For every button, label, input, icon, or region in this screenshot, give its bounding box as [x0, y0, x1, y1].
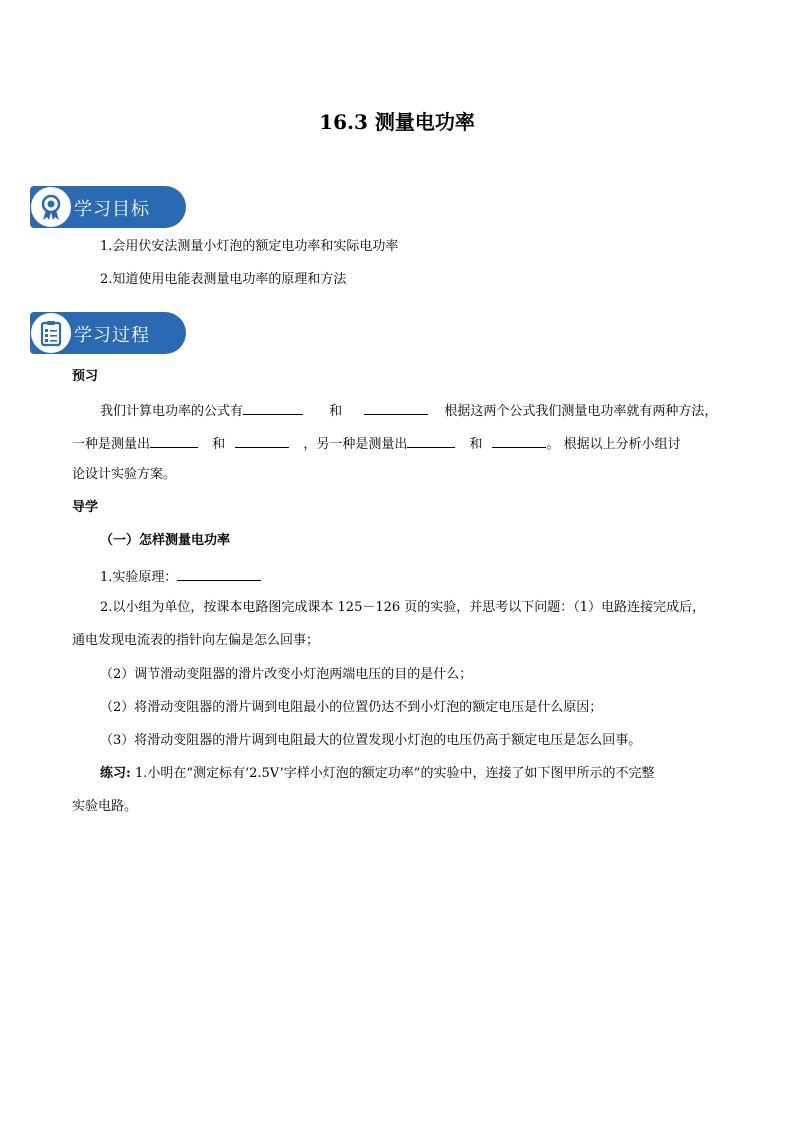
preview-text: ，另一种是测量出 [303, 437, 408, 452]
practice-label: 练习: [100, 766, 131, 781]
preview-line-2 [72, 433, 681, 454]
preview-line-1 [100, 400, 717, 421]
preview-text: 根据这两个公式我们测量电功率就有两种方法， [444, 404, 718, 419]
answer-blank[interactable] [364, 400, 428, 415]
preview-text: 一种是测量出 [72, 437, 151, 452]
objectives-banner [30, 186, 186, 228]
preview-line-3: 论设计实验方案。 [72, 467, 177, 482]
process-icon-circle [30, 312, 72, 354]
page-title: 16.3 测量电功率 [319, 110, 475, 134]
objective-item: 2.知道使用电能表测量电功率的原理和方法 [100, 272, 347, 287]
practice-line-2: 实验电路。 [72, 799, 138, 814]
practice-line-1 [100, 765, 654, 783]
clipboard-icon [37, 319, 65, 347]
practice-text: 1.小明在“测定标有‘2.5V’字样小灯泡的额定功率”的实验中，连接了如下图甲所示的不完整 [130, 766, 655, 781]
question-2-sub: （2）将滑动变阻器的滑片调到电阻最小的位置仍达不到小灯泡的额定电压是什么原因； [100, 700, 603, 715]
objective-item: 1.会用伏安法测量小灯泡的额定电功率和实际电功率 [100, 239, 399, 254]
question-2-line-2: 通电发现电流表的指针向左偏是怎么回事； [72, 633, 320, 648]
preview-text: 和 [469, 437, 483, 452]
process-heading: 学习过程 [74, 325, 150, 346]
process-banner [30, 312, 186, 354]
question-2-sub: （2）调节滑动变阻器的滑片改变小灯泡两端电压的目的是什么； [100, 667, 473, 682]
preview-text: 我们计算电功率的公式有 [100, 404, 244, 419]
objectives-heading: 学习目标 [74, 199, 150, 220]
question-2-line-1: 2.以小组为单位，按课本电路图完成课本 125－126 页的实验，并思考以下问题：（1）电路连接完成后， [100, 600, 706, 615]
answer-blank[interactable] [235, 433, 289, 448]
guide-label: 导学 [72, 500, 99, 515]
principle-line [100, 566, 261, 587]
medal-icon [37, 193, 65, 221]
answer-blank[interactable] [177, 566, 261, 581]
preview-label: 预习 [72, 369, 99, 384]
objectives-icon-circle [30, 186, 72, 228]
answer-blank[interactable] [492, 433, 546, 448]
question-2-sub: （3）将滑动变阻器的滑片调到电阻最大的位置发现小灯泡的电压仍高于额定电压是怎么回事。 [100, 733, 642, 748]
answer-blank[interactable] [150, 433, 198, 448]
preview-text: 和 [212, 437, 226, 452]
answer-blank[interactable] [407, 433, 455, 448]
preview-text: 和 [329, 404, 343, 419]
preview-text: 。 根据以上分析小组讨 [546, 437, 681, 452]
principle-label: 1.实验原理： [100, 570, 178, 585]
guide-section-title: （一）怎样测量电功率 [100, 533, 231, 548]
answer-blank[interactable] [243, 400, 303, 415]
